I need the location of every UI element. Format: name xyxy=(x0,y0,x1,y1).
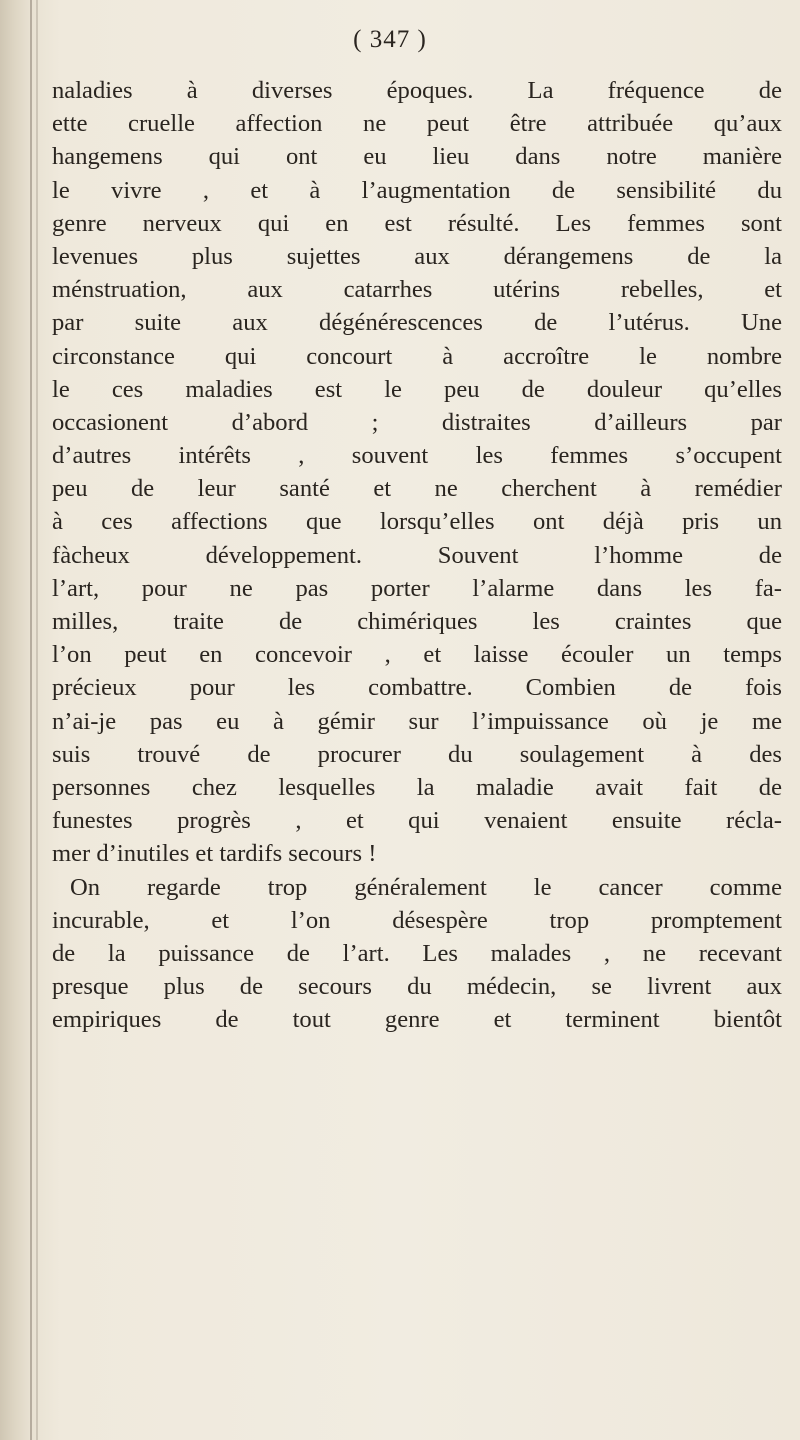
page-gutter xyxy=(0,0,38,1440)
text-line: incurable, et l’on désespère trop promptement xyxy=(52,906,782,934)
text-line: hangemens qui ont eu lieu dans notre manière xyxy=(52,143,782,171)
text-line: fàcheux développement. Souvent l’homme de xyxy=(52,541,782,569)
text-line: circonstance qui concourt à accroître le nombre xyxy=(52,342,782,370)
text-line: par suite aux dégénérescences de l’utérus. Une xyxy=(52,309,782,337)
text-line: presque plus de secours du médecin, se livrent aux xyxy=(52,973,782,1001)
text-line: l’on peut en concevoir , et laisse écouler un temps xyxy=(52,641,782,669)
text-line: précieux pour les combattre. Combien de fois xyxy=(52,674,782,702)
text-line: le vivre , et à l’augmentation de sensibilité du xyxy=(52,176,782,204)
page-number: ( 347 ) xyxy=(353,26,427,53)
text-line: d’autres intérêts , souvent les femmes s’occupent xyxy=(52,442,782,470)
text-line: de la puissance de l’art. Les malades , ne recevant xyxy=(52,939,782,967)
text-line: occasionent d’abord ; distraites d’ailleurs par xyxy=(52,408,782,436)
text-line: suis trouvé de procurer du soulagement à des xyxy=(52,740,782,768)
gutter-fold-line xyxy=(36,0,38,1440)
text-line: le ces maladies est le peu de douleur qu’elles xyxy=(52,375,782,403)
text-line: l’art, pour ne pas porter l’alarme dans les fa- xyxy=(52,574,782,602)
text-line: mer d’inutiles et tardifs secours ! xyxy=(52,840,377,868)
text-line: genre nerveux qui en est résulté. Les femmes sont xyxy=(52,209,782,237)
text-line: n’ai-je pas eu à gémir sur l’impuissance où je me xyxy=(52,707,782,735)
text-line: personnes chez lesquelles la maladie avait fait de xyxy=(52,773,782,801)
body-text xyxy=(52,74,782,1036)
text-line: naladies à diverses époques. La fréquence de xyxy=(52,77,782,104)
text-line: milles, traite de chimériques les craintes que xyxy=(52,608,782,635)
text-line: levenues plus sujettes aux dérangemens de la xyxy=(52,242,782,270)
text-line: funestes progrès , et qui venaient ensuite récla- xyxy=(52,807,782,835)
text-line: à ces affections que lorsqu’elles ont déjà pris un xyxy=(52,508,782,536)
text-line: ménstruation, aux catarrhes utérins rebelles, et xyxy=(52,276,782,304)
text-line: peu de leur santé et ne cherchent à remédier xyxy=(52,475,782,503)
gutter-fold-line xyxy=(30,0,32,1440)
text-line: ette cruelle affection ne peut être attribuée qu’aux xyxy=(52,110,782,138)
text-line: On regarde trop généralement le cancer comme xyxy=(70,873,782,901)
text-line: empiriques de tout genre et terminent bientôt xyxy=(52,1006,782,1034)
